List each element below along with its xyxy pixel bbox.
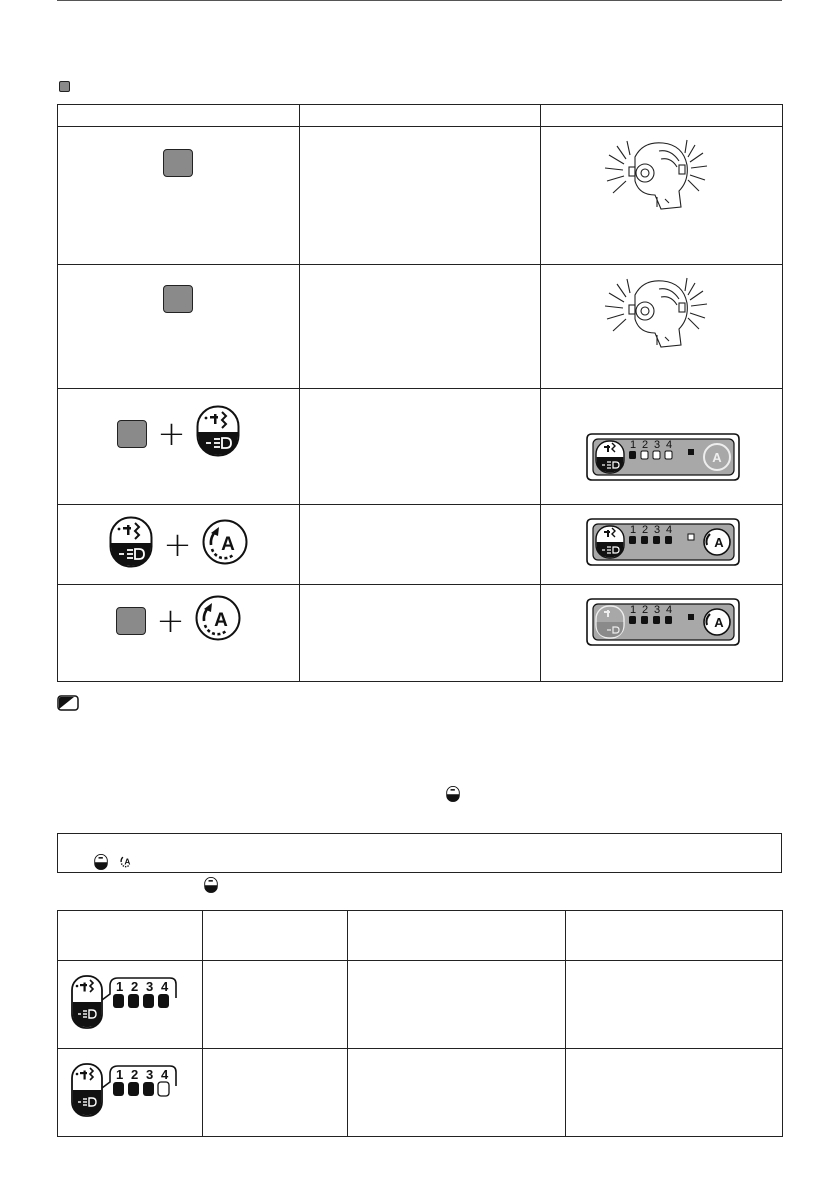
operation-cell — [58, 585, 300, 682]
svg-text:A: A — [714, 615, 724, 630]
impact-light-button-icon — [109, 516, 153, 573]
svg-text:4: 4 — [666, 439, 673, 451]
indication-cell — [541, 127, 783, 265]
button-legend-icon — [59, 81, 70, 92]
svg-text:1: 1 — [630, 604, 637, 616]
svg-text:3: 3 — [146, 1067, 154, 1082]
control-panel-icon — [586, 517, 782, 572]
flashing-lamps-tool-icon — [599, 137, 782, 218]
table-header-row — [58, 105, 783, 127]
impact-force-gauge-icon — [70, 974, 202, 1035]
impact-force-table — [57, 910, 783, 1137]
note-icon — [57, 695, 79, 716]
header-cell-indication — [541, 105, 783, 127]
svg-text:4: 4 — [666, 524, 673, 536]
table-row — [58, 265, 783, 389]
data-cell — [348, 961, 566, 1049]
header-cell — [566, 911, 783, 961]
svg-text:A: A — [213, 610, 228, 631]
control-panel-icon — [586, 432, 782, 487]
table-row — [58, 389, 783, 505]
table-row — [58, 585, 783, 682]
indication-cell — [541, 585, 783, 682]
indication-cell — [541, 505, 783, 585]
svg-text:4: 4 — [666, 604, 673, 616]
indication-cell — [541, 389, 783, 505]
control-panel-icon — [586, 597, 782, 652]
data-cell — [566, 1049, 783, 1137]
auto-stop-button-icon — [202, 519, 248, 570]
svg-text:1: 1 — [630, 524, 637, 536]
svg-text:4: 4 — [161, 1067, 169, 1082]
description-cell — [300, 505, 541, 585]
data-cell — [566, 961, 783, 1049]
svg-text:3: 3 — [146, 979, 154, 994]
auto-stop-button-icon — [195, 595, 241, 646]
svg-text:1: 1 — [630, 439, 637, 451]
gauge-cell — [58, 961, 203, 1049]
svg-text:2: 2 — [642, 604, 649, 616]
svg-text:A: A — [714, 535, 724, 550]
description-cell — [300, 265, 541, 389]
header-cell-description — [300, 105, 541, 127]
auto-stop-button-icon — [118, 853, 134, 874]
flashing-lamps-tool-icon — [599, 275, 782, 356]
data-cell — [203, 961, 348, 1049]
description-cell — [300, 585, 541, 682]
operation-cell — [58, 389, 300, 505]
table-row — [58, 1049, 783, 1137]
operation-cell — [58, 265, 300, 389]
svg-text:A: A — [220, 534, 235, 555]
svg-text:3: 3 — [654, 604, 661, 616]
data-cell — [348, 1049, 566, 1137]
header-cell-operation — [58, 105, 300, 127]
description-cell — [300, 127, 541, 265]
svg-text:2: 2 — [131, 979, 139, 994]
svg-text:2: 2 — [642, 524, 649, 536]
gray-square-button-icon — [163, 285, 193, 313]
svg-text:4: 4 — [161, 979, 169, 994]
table-row — [58, 961, 783, 1049]
mode-table — [57, 104, 783, 682]
table-row — [58, 127, 783, 265]
plus-icon: + — [163, 524, 192, 565]
impact-light-button-icon — [94, 854, 108, 875]
impact-light-button-icon — [204, 877, 218, 898]
description-cell — [300, 389, 541, 505]
svg-text:1: 1 — [116, 1067, 124, 1082]
svg-text:2: 2 — [131, 1067, 139, 1082]
impact-force-gauge-icon — [70, 1062, 202, 1123]
operation-cell — [58, 505, 300, 585]
table-row — [58, 505, 783, 585]
svg-text:3: 3 — [654, 524, 661, 536]
svg-text:1: 1 — [116, 979, 124, 994]
note-frame — [57, 833, 782, 873]
indication-cell — [541, 265, 783, 389]
header-cell — [348, 911, 566, 961]
plus-icon: + — [157, 413, 186, 454]
svg-text:A: A — [712, 450, 722, 465]
gray-square-button-icon — [116, 607, 146, 635]
svg-text:A: A — [124, 856, 131, 867]
svg-text:2: 2 — [642, 439, 649, 451]
table-header-row — [58, 911, 783, 961]
gray-square-button-icon — [163, 149, 193, 177]
svg-text:3: 3 — [654, 439, 661, 451]
impact-light-button-icon — [196, 405, 240, 462]
plus-icon: + — [156, 600, 185, 641]
data-cell — [203, 1049, 348, 1137]
gray-square-button-icon — [117, 420, 147, 448]
operation-cell — [58, 127, 300, 265]
header-cell — [203, 911, 348, 961]
header-rule — [57, 0, 782, 1]
impact-light-button-icon — [446, 786, 460, 807]
header-cell — [58, 911, 203, 961]
gauge-cell — [58, 1049, 203, 1137]
